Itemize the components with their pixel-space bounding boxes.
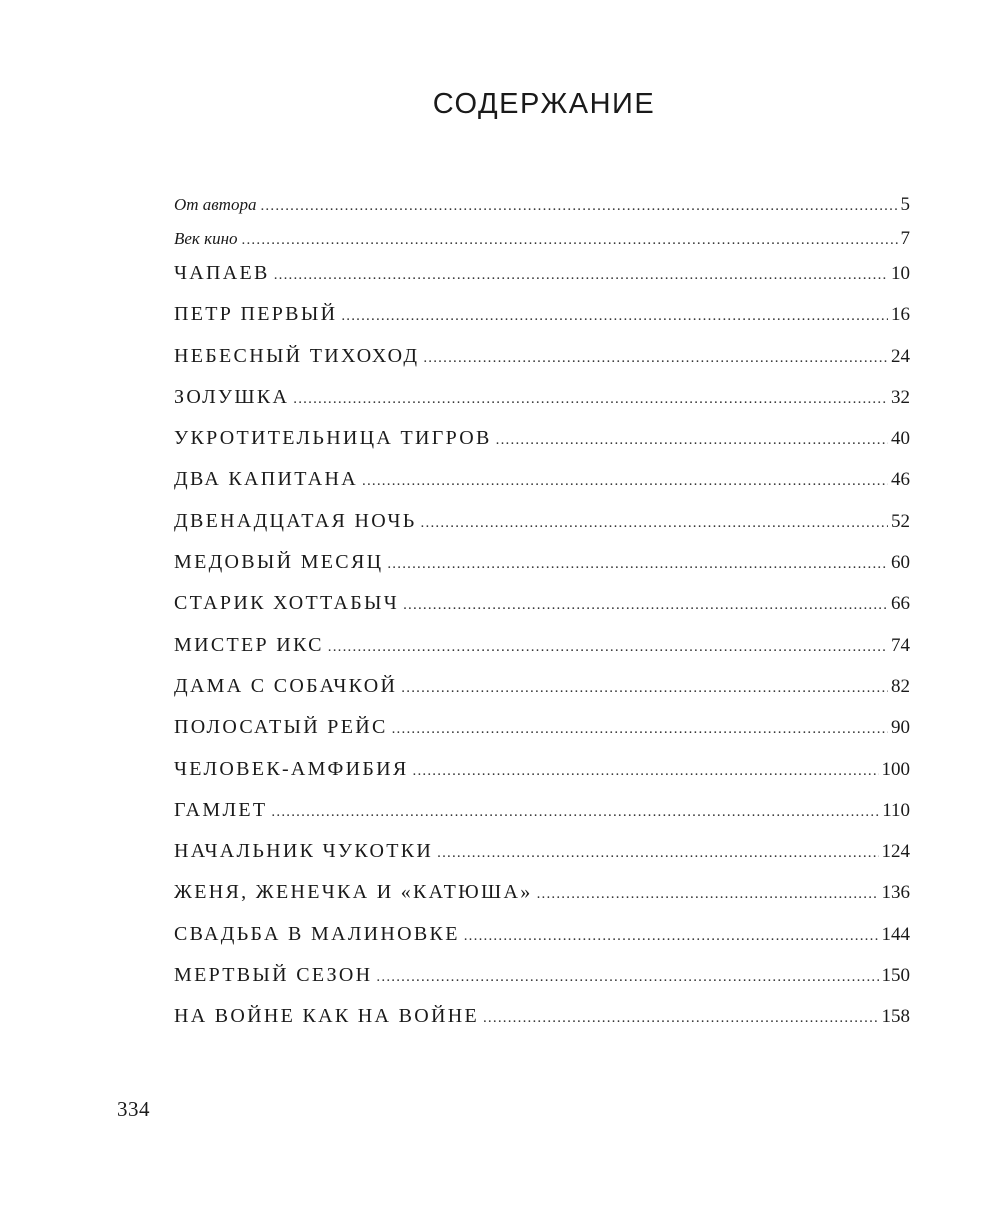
toc-entry-page: 150 bbox=[881, 965, 910, 987]
toc-entry bbox=[174, 877, 910, 918]
toc-entry-title: НА ВОЙНЕ КАК НА ВОЙНЕ bbox=[174, 1005, 479, 1028]
page-number: 334 bbox=[117, 1097, 150, 1121]
toc-entry bbox=[174, 224, 910, 258]
toc-entry-page: 32 bbox=[891, 386, 910, 408]
toc-entry-page: 5 bbox=[900, 194, 910, 215]
toc-entry-title: Век кино bbox=[174, 229, 238, 248]
dot-leader bbox=[271, 797, 879, 827]
toc-entry bbox=[174, 630, 910, 671]
dot-leader bbox=[413, 756, 879, 786]
toc-entry-title: НЕБЕСНЫЙ ТИХОХОД bbox=[174, 344, 420, 367]
toc-entry-page: 16 bbox=[891, 304, 910, 326]
toc-entry bbox=[174, 547, 910, 588]
toc-entry bbox=[174, 258, 910, 299]
toc-entry bbox=[174, 588, 910, 629]
toc-entry bbox=[174, 190, 910, 224]
toc-entry bbox=[174, 671, 910, 712]
dot-leader bbox=[537, 879, 879, 909]
toc-entry-page: 46 bbox=[891, 469, 910, 491]
toc-entry-title: ЧАПАЕВ bbox=[174, 262, 270, 284]
toc-entry-title: ЧЕЛОВЕК-АМФИБИЯ bbox=[174, 757, 409, 780]
toc-entry-title: НАЧАЛЬНИК ЧУКОТКИ bbox=[174, 840, 434, 863]
toc-entry-page: 90 bbox=[891, 717, 910, 739]
toc-entry-title: СТАРИК ХОТТАБЫЧ bbox=[174, 592, 400, 615]
toc-entry-page: 10 bbox=[891, 263, 910, 284]
toc-entry bbox=[174, 919, 910, 960]
toc-entry bbox=[174, 423, 910, 464]
dot-leader bbox=[328, 632, 888, 662]
toc-entry-page: 100 bbox=[881, 758, 910, 780]
dot-leader bbox=[274, 260, 888, 290]
toc-entry-page: 66 bbox=[891, 593, 910, 615]
toc-entry-title: МЕРТВЫЙ СЕЗОН bbox=[174, 964, 373, 987]
toc-entry-title: МЕДОВЫЙ МЕСЯЦ bbox=[174, 551, 384, 574]
toc-entry-page: 124 bbox=[881, 841, 910, 863]
toc-entry-title: СВАДЬБА В МАЛИНОВКЕ bbox=[174, 922, 460, 945]
toc-entry bbox=[174, 464, 910, 505]
toc-entry bbox=[174, 299, 910, 340]
dot-leader bbox=[496, 425, 888, 455]
toc-entry bbox=[174, 836, 910, 877]
dot-leader bbox=[341, 301, 888, 331]
dot-leader bbox=[387, 549, 888, 579]
dot-leader bbox=[483, 1003, 879, 1033]
toc-entry-title: ГАМЛЕТ bbox=[174, 798, 268, 821]
toc-entry-title: ПЕТР ПЕРВЫЙ bbox=[174, 303, 338, 326]
toc-entry-title: ЗОЛУШКА bbox=[174, 385, 290, 408]
dot-leader bbox=[403, 590, 888, 620]
toc-entry-page: 24 bbox=[891, 345, 910, 367]
toc-entry bbox=[174, 754, 910, 795]
dot-leader bbox=[401, 673, 888, 703]
toc-entry-title: ДАМА С СОБАЧКОЙ bbox=[174, 674, 398, 697]
page-title: СОДЕРЖАНИЕ bbox=[432, 88, 656, 120]
toc-entry-title: УКРОТИТЕЛЬНИЦА ТИГРОВ bbox=[174, 427, 492, 450]
toc-entry bbox=[174, 795, 910, 836]
toc-entry-page: 144 bbox=[881, 923, 910, 945]
toc-entry-page: 60 bbox=[891, 552, 910, 574]
toc-entry bbox=[174, 506, 910, 547]
dot-leader bbox=[392, 714, 888, 744]
toc-entry bbox=[174, 1001, 910, 1042]
toc-entry-page: 74 bbox=[891, 634, 910, 656]
toc-entry-title: От автора bbox=[174, 195, 257, 214]
table-of-contents bbox=[174, 190, 910, 1043]
toc-entry-page: 136 bbox=[881, 882, 910, 904]
toc-entry-page: 110 bbox=[882, 799, 910, 821]
toc-entry-title: МИСТЕР ИКС bbox=[174, 633, 324, 656]
dot-leader bbox=[423, 343, 888, 373]
dot-leader bbox=[376, 962, 878, 992]
toc-entry bbox=[174, 382, 910, 423]
toc-entry-title: ЖЕНЯ, ЖЕНЕЧКА И «КАТЮША» bbox=[174, 881, 533, 904]
dot-leader bbox=[260, 191, 897, 221]
toc-entry-page: 158 bbox=[881, 1006, 910, 1028]
toc-entry-page: 7 bbox=[900, 228, 910, 249]
toc-entry bbox=[174, 960, 910, 1001]
toc-entry-title: ПОЛОСАТЫЙ РЕЙС bbox=[174, 716, 388, 739]
dot-leader bbox=[293, 384, 888, 414]
dot-leader bbox=[242, 225, 898, 255]
dot-leader bbox=[421, 508, 888, 538]
toc-entry-title: ДВА КАПИТАНА bbox=[174, 468, 358, 491]
toc-entry-title: ДВЕНАДЦАТАЯ НОЧЬ bbox=[174, 509, 417, 532]
toc-entry-page: 82 bbox=[891, 675, 910, 697]
toc-entry-page: 40 bbox=[891, 428, 910, 450]
toc-entry-page: 52 bbox=[891, 510, 910, 532]
dot-leader bbox=[464, 921, 879, 951]
toc-entry bbox=[174, 712, 910, 753]
dot-leader bbox=[437, 838, 878, 868]
toc-entry bbox=[174, 341, 910, 382]
dot-leader bbox=[362, 466, 888, 496]
